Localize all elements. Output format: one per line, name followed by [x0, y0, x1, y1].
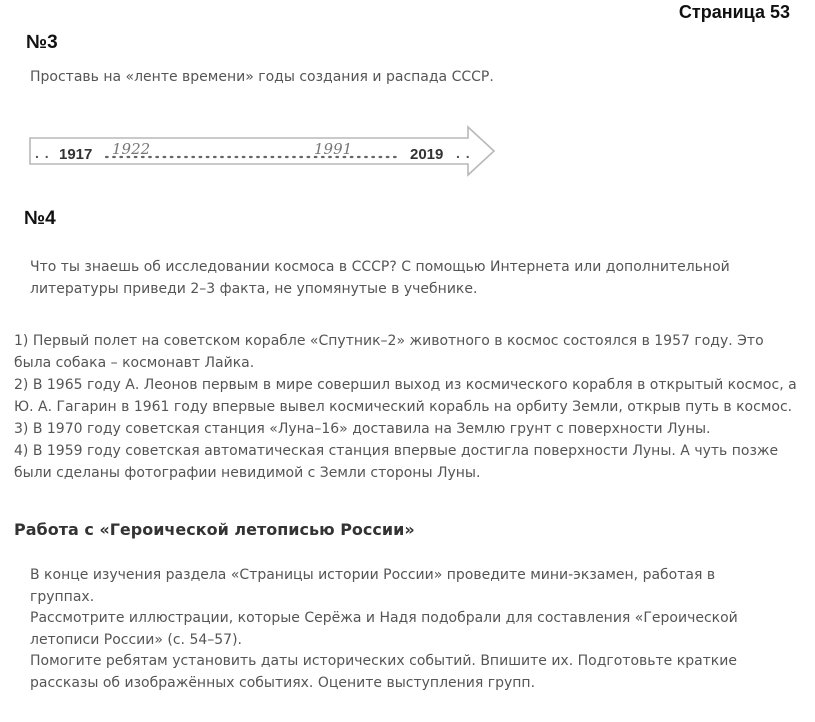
timeline-handwritten-1922: 1922 — [112, 140, 151, 158]
answer-4: 4) В 1959 году советская автоматическая станция впервые достигла поверхности Луны. А чуть позже были сделаны фотографии невидимой с Земли стороны Луны. — [14, 443, 779, 481]
task-4-answers — [14, 330, 804, 484]
timeline-end-dots: . . — [456, 145, 471, 161]
task-3-question: Проставь на «ленте времени» годы создания и распада СССР. — [30, 69, 494, 85]
timeline-ribbon — [28, 124, 500, 178]
task-4-question-line-2: литературы приведи 2–3 факта, не упомянутые в учебнике. — [30, 281, 478, 297]
answer-2: 2) В 1965 году А. Леонов первым в мире совершил выход из космического корабля в открытый космос, а Ю. А. Гагарин в 1961 году впервые вывел космический корабль на орбиту Земли, открыв путь в космос. — [14, 377, 797, 415]
page-number: Страница 53 — [678, 2, 790, 22]
heroic-paragraph-3: Помогите ребятам установить даты исторических событий. Впишите их. Подготовьте краткие рассказы об изображённых событиях. Оцените выступления групп. — [30, 653, 737, 691]
answer-1: 1) Первый полет на советском корабле «Спутник–2» животного в космос состоялся в 1957 году. Это была собака – космонавт Лайка. — [14, 333, 764, 371]
task-3-number: №3 — [26, 32, 58, 53]
task-4-number: №4 — [24, 208, 56, 229]
timeline-start-dots: . . — [35, 145, 50, 161]
timeline-handwritten-1991: 1991 — [314, 140, 353, 158]
heroic-chronicle-body — [30, 565, 770, 694]
timeline-year-1917: 1917 — [59, 146, 93, 163]
heroic-paragraph-2: Рассмотрите иллюстрации, которые Серёжа и Надя подобрали для составления «Героической летописи России» (с. 54–57). — [30, 610, 738, 648]
heroic-chronicle-title: Работа с «Героической летописью России» — [14, 520, 415, 539]
timeline-year-2019: 2019 — [410, 146, 444, 163]
answer-3: 3) В 1970 году советская станция «Луна–16» доставила на Землю грунт с поверхности Луны. — [14, 421, 711, 437]
heroic-paragraph-1: В конце изучения раздела «Страницы истории России» проведите мини-экзамен, работая в группах. — [30, 567, 716, 605]
task-4-question-line-1: Что ты знаешь об исследовании космоса в СССР? С помощью Интернета или дополнительной — [30, 259, 730, 275]
